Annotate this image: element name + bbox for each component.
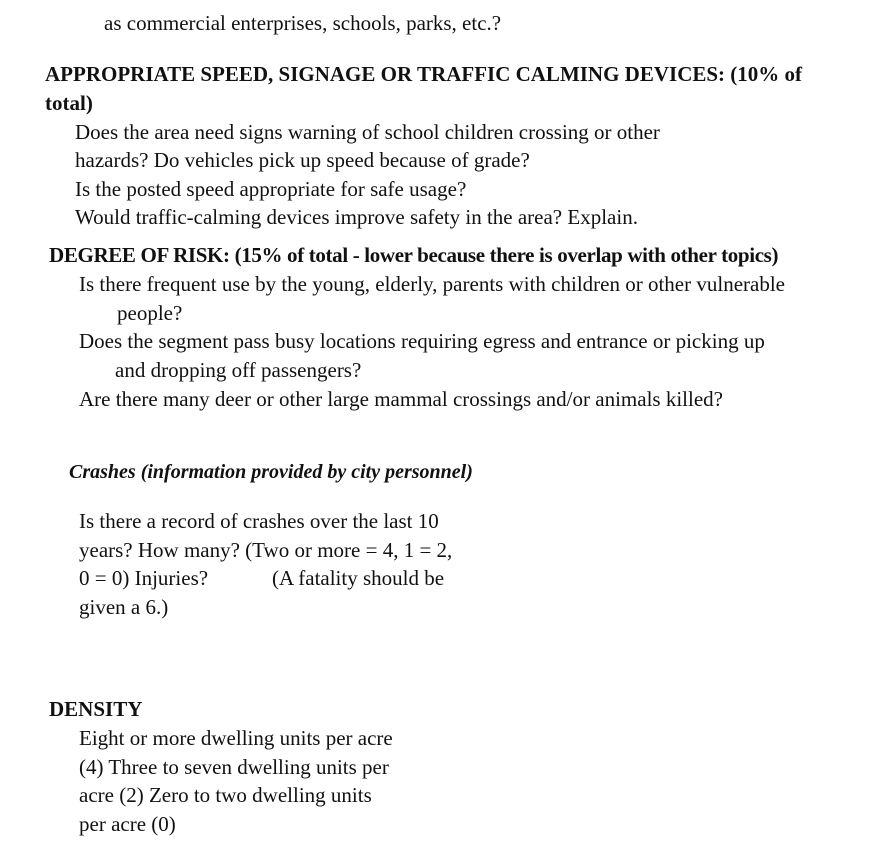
density-line: acre (2) Zero to two dwelling units <box>79 783 372 807</box>
risk-question-line: Does the segment pass busy locations requiring egress and entrance or picking up <box>79 329 765 353</box>
crashes-line: years? How many? (Two or more = 4, 1 = 2, <box>79 538 453 562</box>
crashes-heading: Crashes (information provided by city personnel) <box>69 461 473 483</box>
speed-question-line: Is the posted speed appropriate for safe usage? <box>75 177 467 201</box>
speed-heading-line-2: total) <box>45 91 93 115</box>
intro-line: as commercial enterprises, schools, parks, etc.? <box>104 11 502 35</box>
risk-question-line: Are there many deer or other large mammal crossings and/or animals killed? <box>79 387 723 411</box>
crashes-line: (A fatality should be <box>272 566 445 590</box>
density-heading: DENSITY <box>49 697 143 721</box>
crashes-line: Is there a record of crashes over the last 10 <box>79 509 439 533</box>
risk-question-line: people? <box>117 301 183 325</box>
density-line: (4) Three to seven dwelling units per <box>79 755 389 779</box>
speed-question-line: Does the area need signs warning of school children crossing or other <box>75 120 660 144</box>
speed-heading-line-1: APPROPRIATE SPEED, SIGNAGE OR TRAFFIC CALMING DEVICES: (10% of <box>45 62 803 86</box>
risk-heading: DEGREE OF RISK: (15% of total - lower because there is overlap with other topics) <box>49 243 779 267</box>
risk-question-line: Is there frequent use by the young, elderly, parents with children or other vulnerable <box>79 272 785 296</box>
speed-question-line: hazards? Do vehicles pick up speed because of grade? <box>75 148 530 172</box>
density-line: Eight or more dwelling units per acre <box>79 726 393 750</box>
crashes-line: 0 = 0) Injuries? <box>79 566 209 590</box>
density-line: per acre (0) <box>79 812 176 836</box>
speed-question-line: Would traffic-calming devices improve safety in the area? Explain. <box>75 205 638 229</box>
crashes-line: given a 6.) <box>79 595 169 619</box>
risk-question-line: and dropping off passengers? <box>115 358 362 382</box>
